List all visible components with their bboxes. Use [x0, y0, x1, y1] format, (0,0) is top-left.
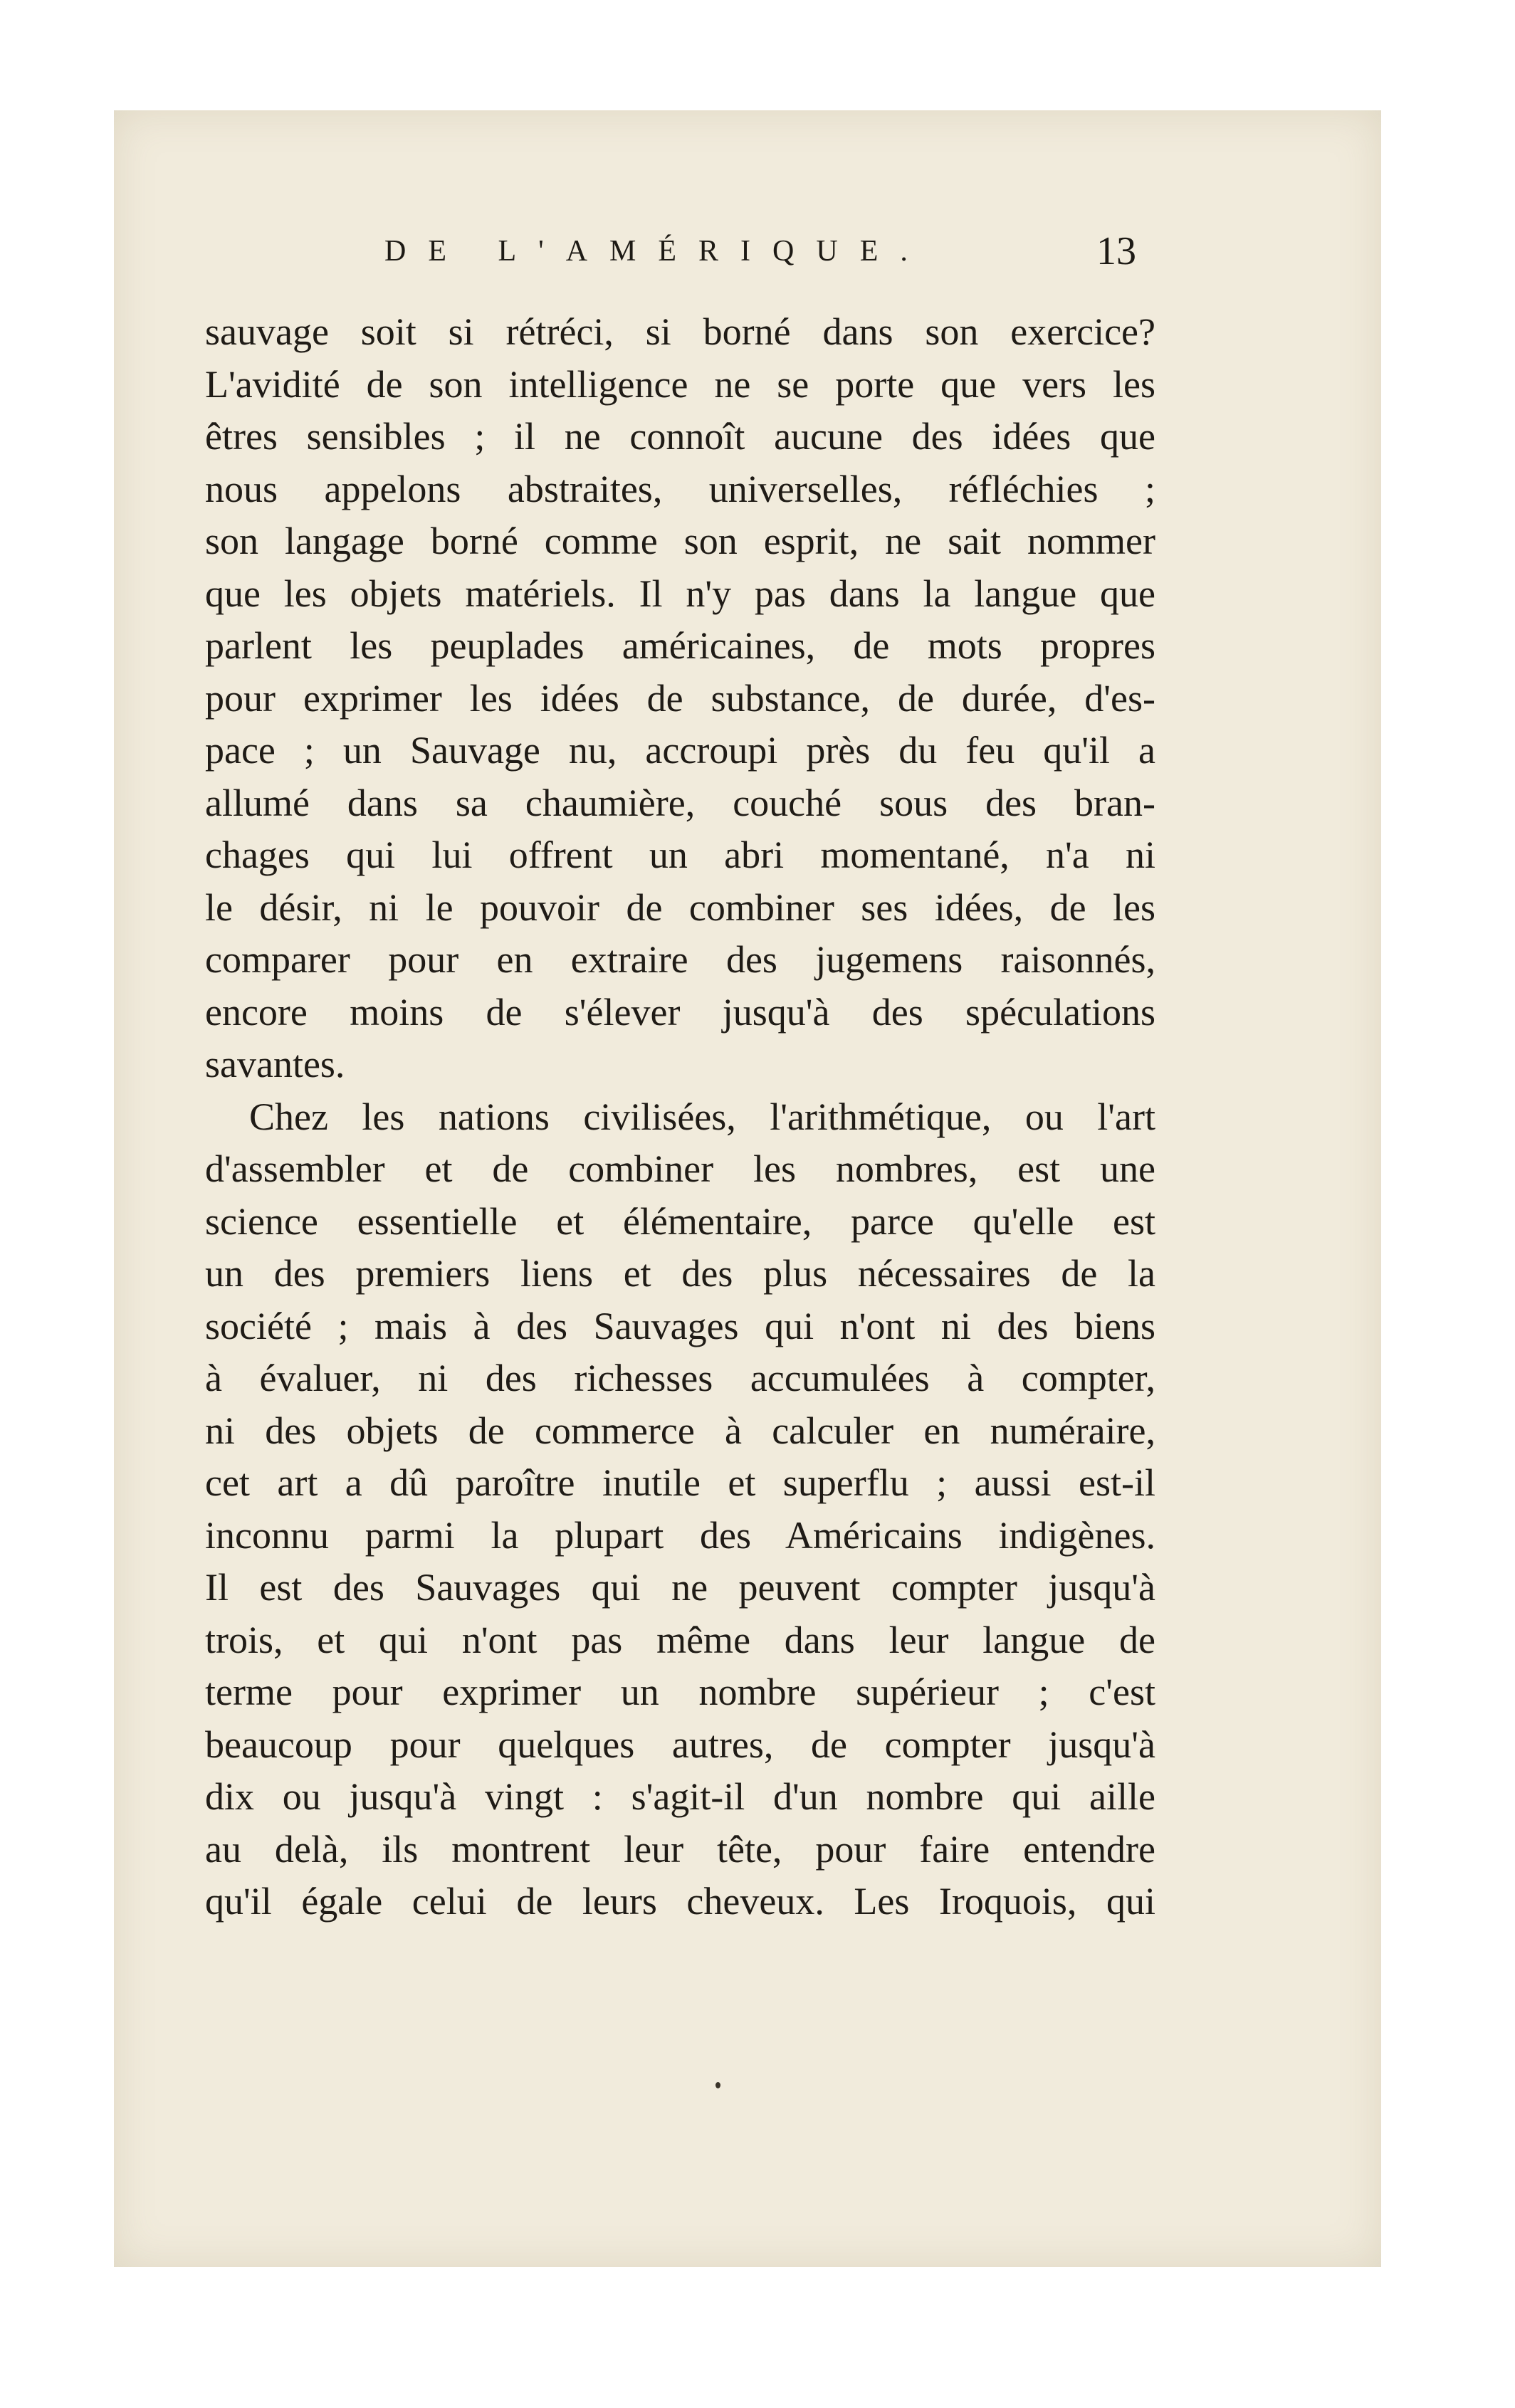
text-line: trois, et qui n'ont pas même dans leur langue de	[205, 1618, 1155, 1661]
text-line: comparer pour en extraire des jugemens raisonnés,	[205, 938, 1155, 981]
text-line: d'assembler et de combiner les nombres, est une	[205, 1147, 1155, 1190]
text-line: son langage borné comme son esprit, ne sait nommer	[205, 520, 1155, 562]
text-line: dix ou jusqu'à vingt : s'agit-il d'un nombre qui aille	[205, 1775, 1155, 1818]
text-line: savantes.	[205, 1043, 345, 1085]
text-line: un des premiers liens et des plus nécessaires de la	[205, 1252, 1155, 1295]
body-text	[205, 306, 1155, 1928]
text-line: Chez les nations civilisées, l'arithmétique, ou l'art	[249, 1095, 1155, 1138]
text-line: Il est des Sauvages qui ne peuvent compter jusqu'à	[205, 1566, 1155, 1609]
text-line: êtres sensibles ; il ne connoît aucune des idées que	[205, 415, 1155, 458]
text-line: à évaluer, ni des richesses accumulées à compter,	[205, 1357, 1155, 1399]
text-line: encore moins de s'élever jusqu'à des spéculations	[205, 990, 1155, 1034]
text-line: inconnu parmi la plupart des Américains indigènes.	[205, 1513, 1155, 1557]
text-line: nous appelons abstraites, universelles, réfléchies ;	[205, 467, 1155, 510]
book-page	[114, 110, 1381, 2267]
text-line: ni des objets de commerce à calculer en numéraire,	[205, 1409, 1155, 1452]
text-line: pour exprimer les idées de substance, de durée, d'es-	[205, 676, 1155, 720]
text-line: science essentielle et élémentaire, parce qu'elle est	[205, 1199, 1155, 1243]
text-line: le désir, ni le pouvoir de combiner ses idées, de les	[205, 885, 1155, 929]
page-header	[114, 229, 1381, 291]
page-number: 13	[1096, 229, 1136, 273]
text-line: parlent les peuplades américaines, de mots propres	[205, 624, 1155, 667]
text-line: terme pour exprimer un nombre supérieur ; c'est	[205, 1671, 1155, 1713]
text-line: allumé dans sa chaumière, couché sous des bran-	[205, 781, 1155, 824]
text-line: pace ; un Sauvage nu, accroupi près du feu qu'il a	[205, 729, 1155, 772]
text-line: cet art a dû paroître inutile et superflu ; aussi est-il	[205, 1461, 1155, 1504]
text-line: qu'il égale celui de leurs cheveux. Les Iroquois, qui	[205, 1880, 1155, 1923]
text-line: au delà, ils montrent leur tête, pour faire entendre	[205, 1827, 1155, 1871]
paper-speck	[715, 2082, 720, 2088]
text-line: société ; mais à des Sauvages qui n'ont ni des biens	[205, 1304, 1155, 1347]
text-line: que les objets matériels. Il n'y pas dans la langue que	[205, 572, 1155, 615]
running-title: DE L'AMÉRIQUE.	[384, 235, 930, 268]
text-line: L'avidité de son intelligence ne se porte que vers les	[205, 362, 1155, 406]
text-line: sauvage soit si rétréci, si borné dans son exercice?	[205, 310, 1155, 353]
text-line: beaucoup pour quelques autres, de compter jusqu'à	[205, 1723, 1155, 1766]
text-line: chages qui lui offrent un abri momentané, n'a ni	[205, 834, 1155, 876]
